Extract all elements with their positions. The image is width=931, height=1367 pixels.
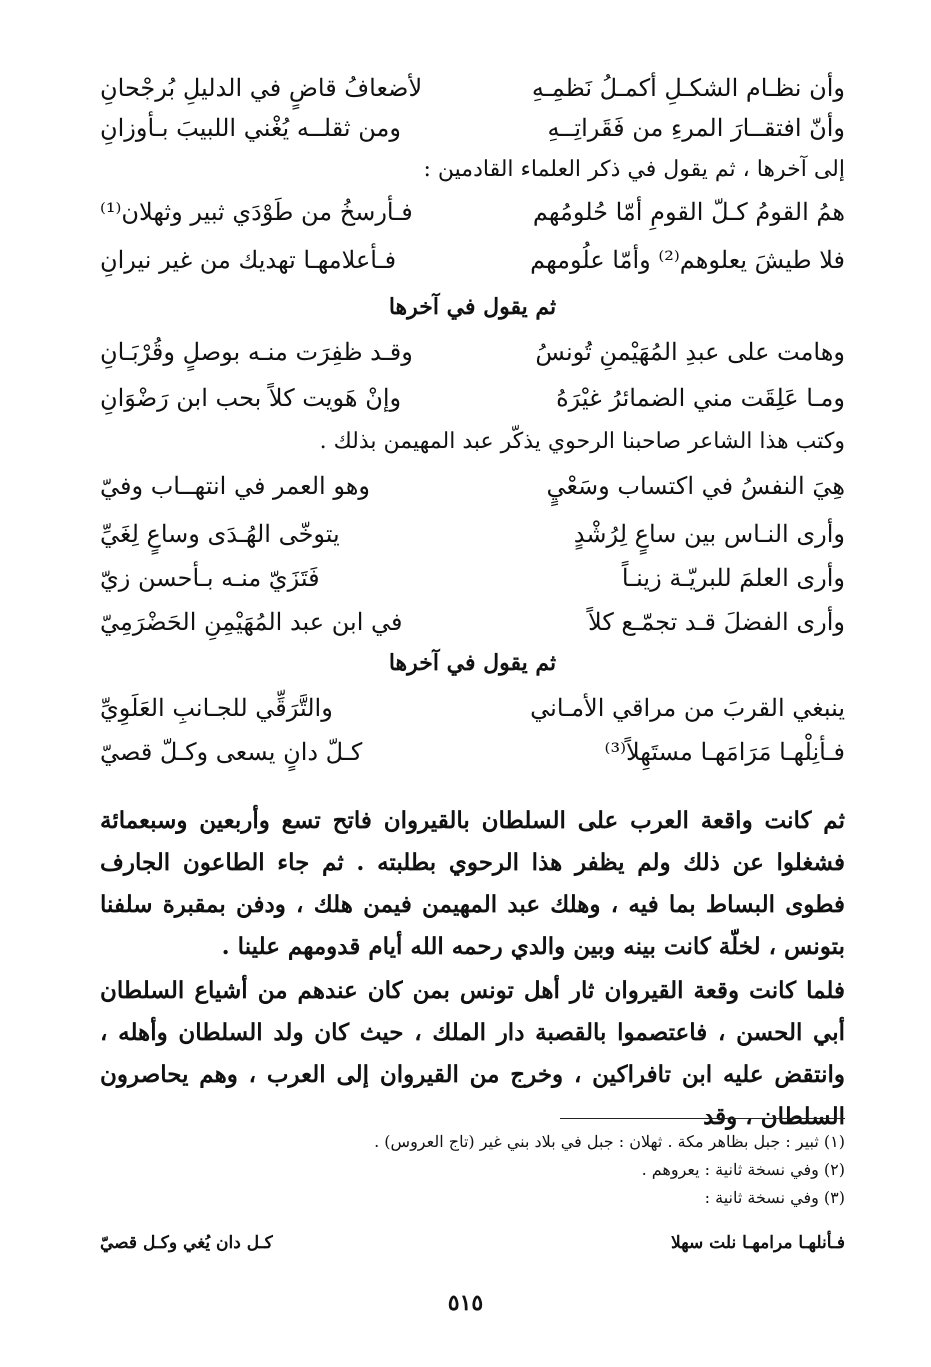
footnote-3: (٣) وفي نسخة ثانية :: [704, 1188, 845, 1207]
footnotes: [100, 1128, 845, 1212]
paragraph-text: ثم كانت واقعة العرب على السلطان بالقيروان فاتح تسع وأربعين وسبعمائة فشغلوا عن ذلك ولم يظفر هذا الرحوي بطلبته . ثم جاء الطاعون الجارف فطوى البساط بما فيه ، وهلك عبد المهيمن فيمن هلك ، ودفن بمقبرة سلفنا بتونس ، لخلّة كانت بينه وبين والدي رحمه الله أيام قدومهم علينا .: [100, 807, 845, 960]
verse-left-hemistich: وهو العمر في انتهــاب وفيّ: [100, 472, 370, 500]
page-number: ٥١٥: [447, 1290, 484, 1316]
intro-line: إلى آخرها ، ثم يقول في ذكر العلماء القادمين :: [423, 157, 845, 182]
verse-right-hemistich: فـأنِلْهـا مَرَامَهـا مستَهِلاً⁽³⁾: [604, 738, 845, 766]
section-heading: ثم يقول في آخرها: [388, 294, 557, 320]
note-line: وكتب هذا الشاعر صاحبنا الرحوي يذكّر عبد المهيمن بذلك .: [319, 429, 845, 454]
verse-line: [100, 558, 845, 598]
verse-line: [100, 602, 845, 642]
prose-paragraph: [100, 970, 845, 1138]
verse-left-hemistich: لأضعافُ قاضٍ في الدليلِ بُرجْحانِ: [100, 74, 423, 102]
verse-line: [100, 378, 845, 418]
verse-line: [100, 732, 845, 772]
footnote-1: (١) ثبير : جبل بظاهر مكة . ثهلان : جبل في بلاد بني غير (تاج العروس) .: [374, 1132, 845, 1151]
verse-left-hemistich: والتَّرَقِّي للجـانبِ العَلَوِيِّ: [100, 694, 333, 722]
verse-line: [100, 514, 845, 554]
verse-left-hemistich: يتوخّى الهُـدَى وساعٍ لِغَيِّ: [100, 520, 340, 548]
verse-line: [100, 68, 845, 108]
verse-right-hemistich: وأرى النـاس بين ساعٍ لِرُشْدٍ: [573, 520, 845, 548]
verse-right-hemistich: همُ القومُ كـلّ القومِ أمّا حُلومُهم: [532, 198, 845, 226]
footnote-2: (٢) وفي نسخة ثانية : يعروهم .: [641, 1160, 845, 1179]
verse-left-hemistich: كـلّ دانٍ يسعى وكـلّ قصيّ: [100, 738, 363, 766]
section-heading: ثم يقول في آخرها: [388, 650, 557, 676]
verse-right-hemistich: ومـا عَلِقَت مني الضمائرُ غيْرَهُ: [556, 384, 845, 412]
paragraph-text: فلما كانت وقعة القيروان ثار أهل تونس بمن كان عندهم من أشياع السلطان أبي الحسن ، فاعتصموا بالقصبة دار الملك ، حيث كان ولد السلطان وأهله ، وانتقض عليه ابن تافراكين ، وخرج من القيروان إلى العرب ، وهم يحاصرون السلطان ، وقد: [100, 977, 845, 1130]
verse-line: [100, 466, 845, 506]
verse-right-hemistich: فلا طيشَ يعلوهم⁽²⁾ وأمّا علُومهم: [530, 246, 845, 274]
verse-right-hemistich: وأرى العلمَ للبريّـة زينـاً: [621, 564, 845, 592]
verse-right-hemistich: وهامت على عبدِ المُهَيْمنِ تُونسُ: [535, 338, 845, 366]
verse-left-hemistich: ومن ثقلــه يُغْني اللبيبَ بـأوزانِ: [100, 114, 401, 142]
prose-paragraph: [100, 800, 845, 968]
verse-line: [100, 688, 845, 728]
verse-line: [100, 108, 845, 148]
verse-left-hemistich: في ابن عبد المُهَيْمِنِ الحَضْرَمِيّ: [100, 608, 403, 636]
verse-right-hemistich: وأن نظـام الشكـلِ أكمـلُ نَظمِـهِ: [531, 74, 845, 102]
verse-right-hemistich: ينبغي القربَ من مراقي الأمـاني: [530, 694, 845, 722]
footnote-separator: [560, 1118, 845, 1119]
verse-left-hemistich: فَتَزَيّ منـه بـأحسن زيّ: [100, 564, 320, 592]
verse-left-hemistich: وإنْ هَويت كلاً بحب ابن رَضْوَانِ: [100, 384, 402, 412]
footnote-verse: [100, 1228, 845, 1258]
footnote-verse-left: كـل دان يُغي وكـل قصيّ: [100, 1233, 273, 1253]
verse-line: [100, 240, 845, 280]
verse-right-hemistich: هِيَ النفسُ في اكتساب وسَعْيٍ: [546, 472, 845, 500]
verse-right-hemistich: وأرى الفضلَ قـد تجمّـع كلاً: [588, 608, 845, 636]
verse-right-hemistich: وأنّ افتقــارَ المرءِ من فَقَراتِــهِ: [547, 114, 845, 142]
verse-left-hemistich: وقـد ظفِرَت منـه بوصلٍ وقُرْبَـانِ: [100, 338, 413, 366]
verse-line: [100, 192, 845, 232]
footnote-verse-right: فـأنلهـا مرامهـا نلت سهلا: [671, 1233, 845, 1253]
verse-left-hemistich: فـأعلامهـا تهديك من غير نيرانِ: [100, 246, 397, 274]
verse-left-hemistich: فـأرسخُ من طَوْدَي ثبير وثهلان⁽¹⁾: [100, 198, 413, 226]
verse-line: [100, 332, 845, 372]
